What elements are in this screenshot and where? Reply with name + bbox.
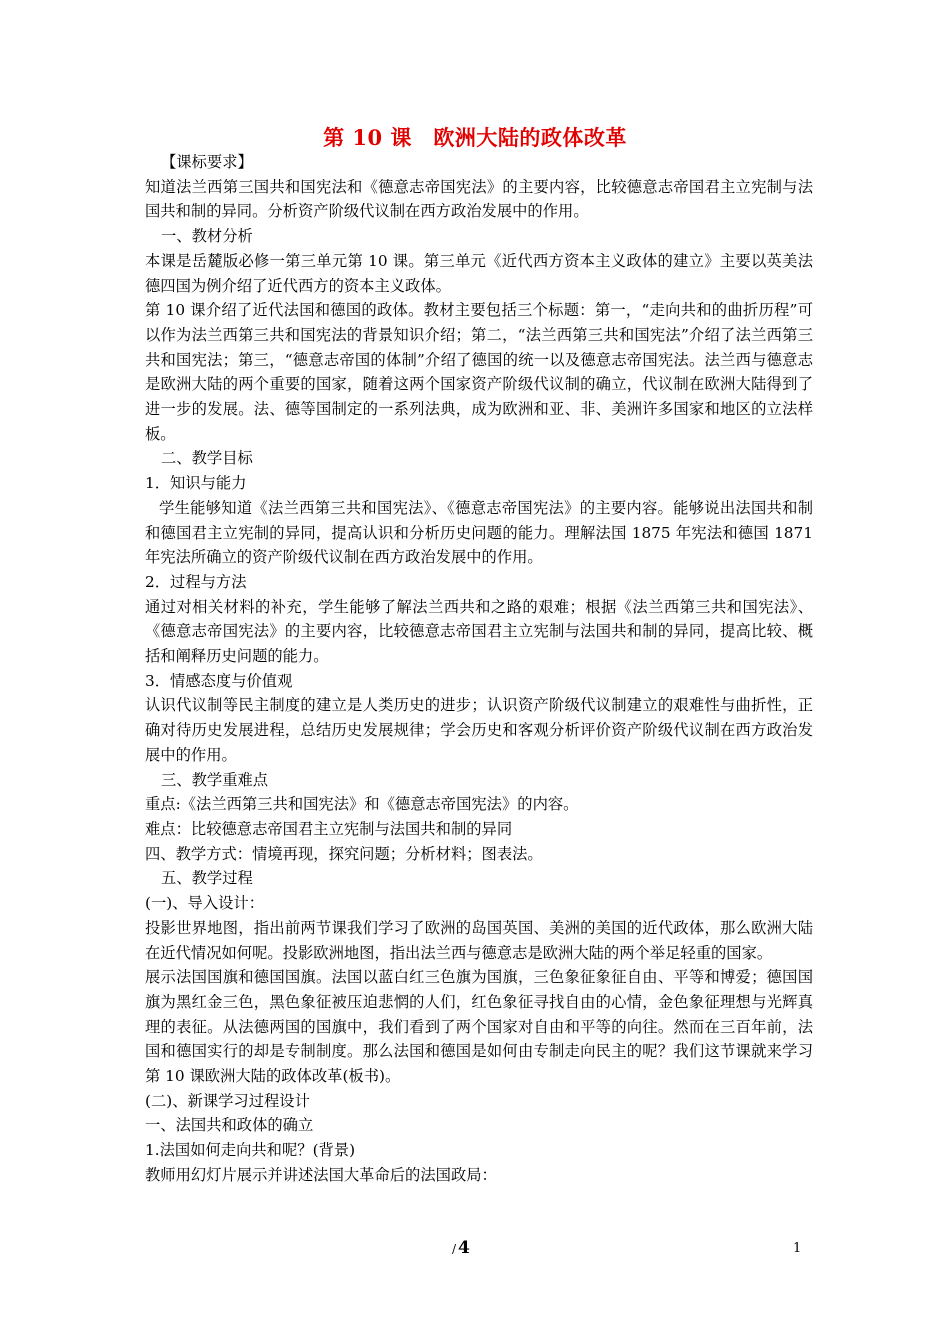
paragraph-knowledge-ability: 学生能够知道《法兰西第三共和国宪法》、《德意志帝国宪法》的主要内容。能够说出法国共和制和德国君主立宪制的异同，提高认识和分析历史问题的能力。理解法国 1875 年宪法和德国 1871 年宪法所确立的资产阶级代议制在西方政治发展中的作用。 <box>145 498 813 567</box>
section-heading-teaching-goals: 二、教学目标 <box>161 449 253 468</box>
paragraph-curriculum-requirements: 知道法兰西第三国共和国宪法和《德意志帝国宪法》的主要内容，比较德意志帝国君主立宪制与法国共和制的异同。分析资产阶级代议制在西方政治发展中的作用。 <box>145 177 813 221</box>
paragraph-flags: 展示法国国旗和德国国旗。法国以蓝白红三色旗为国旗，三色象征象征自由、平等和博爱；德国国旗为黑红金三色，黑色象征被压迫悲惘的人们，红色象征寻找自由的心情，金色象征理想与光辉真理的表征。从法德两国的国旗中，我们看到了两个国家对自由和平等的向往。然而在三百年前，法国和德国实行的却是专制制度。那么法国和德国是如何由专制走向民主的呢？我们这节课就来学习第 10 课欧洲大陆的政体改革(板书)。 <box>145 968 813 1086</box>
section-heading-teaching-process: 五、教学过程 <box>161 869 253 888</box>
section-heading-textbook-analysis: 一、教材分析 <box>161 227 253 246</box>
paragraph-difficult-point: 难点：比较德意志帝国君主立宪制与法国共和制的异同 <box>145 819 513 838</box>
paragraph-process-method: 通过对相关材料的补充，学生能够了解法兰西共和之路的艰难；根据《法兰西第三共和国宪法》、《德意志帝国宪法》的主要内容，比较德意志帝国君主立宪制与法国共和制的异同，提高比较、概括和阐释历史问题的能力。 <box>145 597 813 666</box>
section-heading-key-points: 三、教学重难点 <box>161 770 269 789</box>
paragraph-values: 认识代议制等民主制度的建立是人类历史的进步；认识资产阶级代议制建立的艰难性与曲折性，正确对待历史发展进程，总结历史发展规律；学会历史和客观分析评价资产阶级代议制在西方政治发展中的作用。 <box>145 696 813 764</box>
page-count-total: 4 <box>458 1238 470 1258</box>
section-heading-curriculum: 【课标要求】 <box>161 153 253 171</box>
paragraph-teaching-methods: 四、教学方式：情境再现，探究问题；分析材料；图表法。 <box>145 844 543 863</box>
body-text <box>145 150 813 1188</box>
paragraph-lesson-overview: 第 10 课介绍了近代法国和德国的政体。教材主要包括三个标题：第一，“走向共和的曲折历程”可以作为法兰西第三共和国宪法的背景知识介绍；第二，“法兰西第三共和国宪法”介绍了法兰西第三共和国宪法；第三，“德意志帝国的体制”介绍了德国的统一以及德意志帝国宪法。法兰西与德意志是欧洲大陆的两个重要的国家，随着这两个国家资产阶级代议制的确立，代议制在欧洲大陆得到了进一步的发展。法、德等国制定的一系列法典，成为欧洲和亚、非、美洲许多国家和地区的立法样板。 <box>145 301 813 443</box>
page-count <box>452 1238 470 1258</box>
page-count-prefix: / <box>452 1242 457 1256</box>
paragraph-world-map: 投影世界地图，指出前两节课我们学习了欧洲的岛国英国、美洲的美国的近代政体，那么欧洲大陆在近代情况如何呢。投影欧洲地图，指出法兰西与德意志是欧洲大陆的两个举足轻重的国家。 <box>145 918 813 962</box>
subheading-values: 3．情感态度与价值观 <box>145 671 293 690</box>
paragraph-textbook-intro: 本课是岳麓版必修一第三单元第 10 课。第三单元《近代西方资本主义政体的建立》主要以英美法德四国为例介绍了近代西方的资本主义政体。 <box>145 251 813 295</box>
subheading-process-method: 2．过程与方法 <box>145 572 247 591</box>
subheading-background-question: 1.法国如何走向共和呢？(背景) <box>145 1141 356 1160</box>
paragraph-key-point: 重点:《法兰西第三共和国宪法》和《德意志帝国宪法》的内容。 <box>145 795 579 814</box>
paragraph-teacher-slides: 教师用幻灯片展示并讲述法国大革命后的法国政局： <box>145 1165 497 1184</box>
subheading-new-lesson-design: (二)、新课学习过程设计 <box>145 1091 310 1110</box>
page-number: 1 <box>793 1241 802 1256</box>
subheading-introduction-design: (一)、导入设计： <box>145 894 265 913</box>
subheading-french-republic: 一、法国共和政体的确立 <box>145 1116 314 1135</box>
lesson-title: 第 10 课 欧洲大陆的政体改革 <box>323 125 627 150</box>
subheading-knowledge-ability: 1．知识与能力 <box>145 474 247 493</box>
